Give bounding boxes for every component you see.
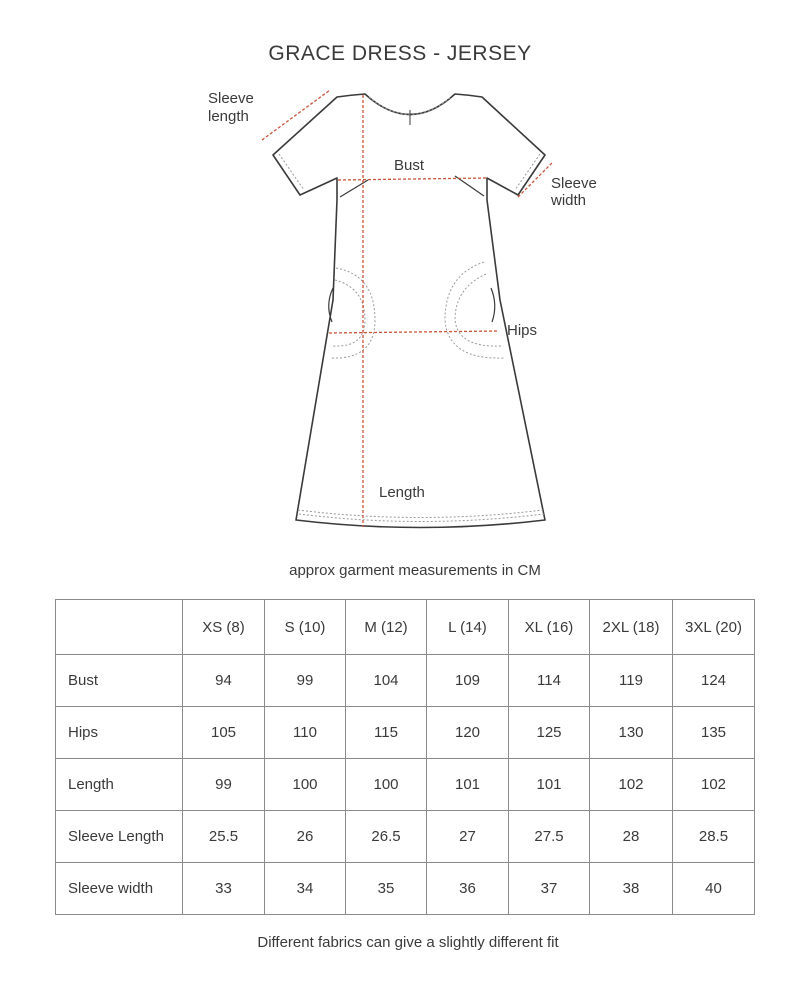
table-cell: 36	[427, 863, 509, 915]
left-pocket	[330, 268, 375, 358]
header-cell-m: M (12)	[346, 600, 427, 655]
header-cell-xl: XL (16)	[509, 600, 590, 655]
table-cell: 125	[509, 707, 590, 759]
table-cell: 102	[590, 759, 673, 811]
table-cell: 101	[509, 759, 590, 811]
table-row-bust	[56, 655, 755, 707]
table-header-row	[56, 600, 755, 655]
header-cell-l: L (14)	[427, 600, 509, 655]
row-label: Length	[56, 759, 183, 811]
row-label: Sleeve Length	[56, 811, 183, 863]
page-title: GRACE DRESS - JERSEY	[268, 42, 532, 65]
table-cell: 119	[590, 655, 673, 707]
header-cell-xs: XS (8)	[183, 600, 265, 655]
bust-measure-line	[338, 178, 487, 180]
table-cell: 99	[265, 655, 346, 707]
table-cell: 100	[265, 759, 346, 811]
hem-stitch-2	[299, 514, 544, 522]
table-cell: 26.5	[346, 811, 427, 863]
row-label: Hips	[56, 707, 183, 759]
header-cell-s: S (10)	[265, 600, 346, 655]
right-sleeve-hem-stitch	[515, 154, 540, 190]
table-cell: 34	[265, 863, 346, 915]
table-cell: 40	[673, 863, 755, 915]
header-cell-empty	[56, 600, 183, 655]
row-label: Bust	[56, 655, 183, 707]
measurement-note: approx garment measurements in CM	[289, 562, 541, 579]
sleeve-width-label-line2: width	[551, 192, 587, 209]
table-cell: 109	[427, 655, 509, 707]
sleeve-width-label-line1: Sleeve	[551, 175, 597, 192]
length-label: Length	[379, 484, 425, 501]
table-cell: 26	[265, 811, 346, 863]
table-cell: 99	[183, 759, 265, 811]
table-cell: 104	[346, 655, 427, 707]
table-cell: 100	[346, 759, 427, 811]
bust-label: Bust	[394, 157, 425, 174]
left-bust-dart	[340, 180, 368, 197]
table-cell: 38	[590, 863, 673, 915]
table-row-sleeve-length	[56, 811, 755, 863]
header-cell-3xl: 3XL (20)	[673, 600, 755, 655]
table-cell: 37	[509, 863, 590, 915]
table-cell: 110	[265, 707, 346, 759]
row-label: Sleeve width	[56, 863, 183, 915]
left-pocket-inner	[332, 280, 365, 346]
table-cell: 130	[590, 707, 673, 759]
table-cell: 27	[427, 811, 509, 863]
table-cell: 115	[346, 707, 427, 759]
header-cell-2xl: 2XL (18)	[590, 600, 673, 655]
right-pocket-side	[491, 288, 495, 322]
table-cell: 27.5	[509, 811, 590, 863]
size-chart-table	[55, 599, 755, 915]
table-cell: 94	[183, 655, 265, 707]
table-cell: 28.5	[673, 811, 755, 863]
fit-disclaimer: Different fabrics can give a slightly different fit	[257, 934, 559, 951]
hips-measure-line	[329, 331, 499, 333]
sleeve-length-label-line2: length	[208, 108, 249, 125]
table-cell: 120	[427, 707, 509, 759]
left-sleeve-hem-stitch	[279, 154, 304, 190]
sleeve-length-measure-line	[262, 90, 330, 140]
table-row-hips	[56, 707, 755, 759]
table-cell: 28	[590, 811, 673, 863]
sleeve-length-label-line1: Sleeve	[208, 90, 254, 107]
table-cell: 33	[183, 863, 265, 915]
table-cell: 35	[346, 863, 427, 915]
hem-stitch-1	[298, 510, 543, 518]
sleeve-width-measure-line	[518, 162, 553, 197]
table-cell: 102	[673, 759, 755, 811]
table-row-sleeve-width	[56, 863, 755, 915]
table-cell: 135	[673, 707, 755, 759]
table-cell: 101	[427, 759, 509, 811]
table-row-length	[56, 759, 755, 811]
table-cell: 114	[509, 655, 590, 707]
table-cell: 124	[673, 655, 755, 707]
table-cell: 105	[183, 707, 265, 759]
hips-label: Hips	[507, 322, 538, 339]
table-cell: 25.5	[183, 811, 265, 863]
